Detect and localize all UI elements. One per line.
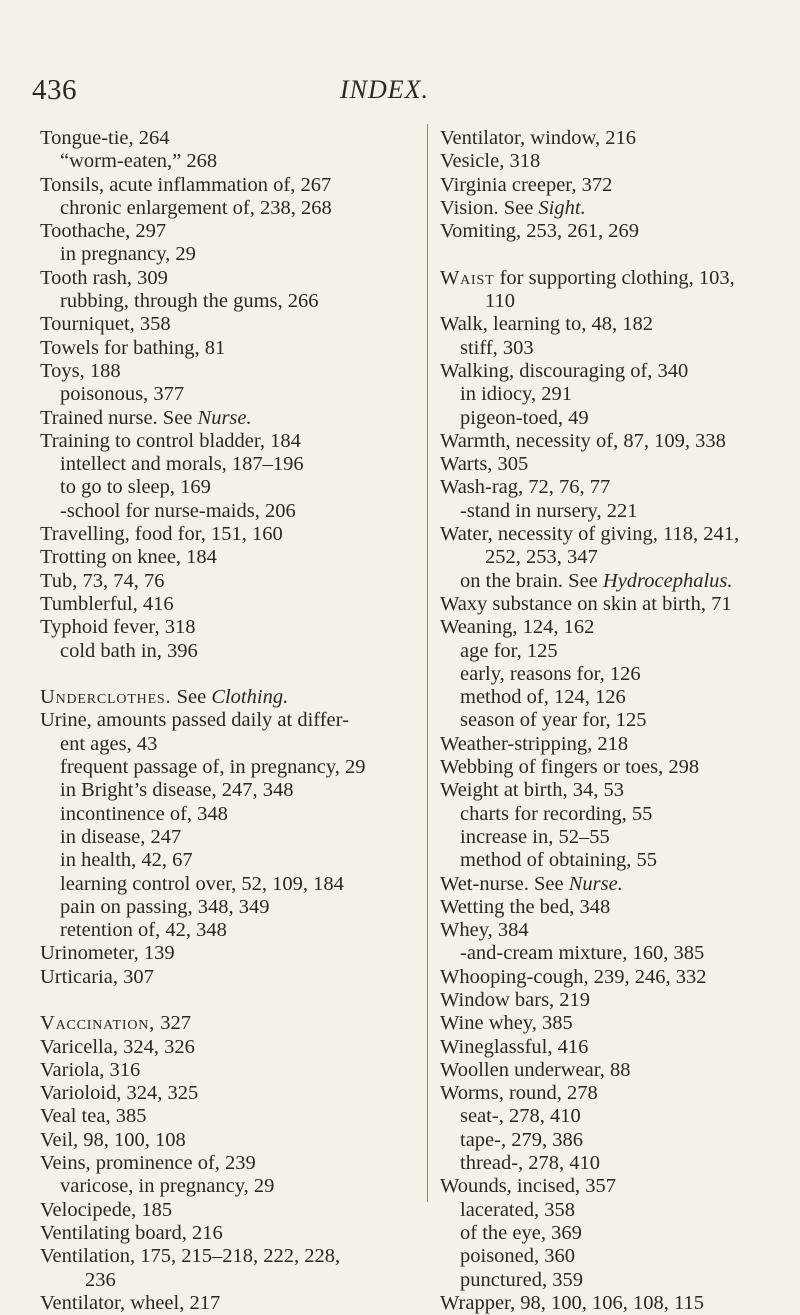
index-entry <box>440 593 795 616</box>
entry-text: in pregnancy, 29 <box>60 243 196 266</box>
section-lead-word: Waist <box>440 266 495 289</box>
index-subentry <box>40 826 425 849</box>
entry-text: Urine, amounts passed daily at differ- <box>40 709 349 732</box>
index-subentry <box>440 1152 795 1175</box>
index-subentry <box>440 1269 795 1292</box>
cross-reference: Sight. <box>538 196 586 219</box>
index-subentry <box>40 150 425 173</box>
entry-text: season of year for, 125 <box>460 709 647 732</box>
entry-text: 236 <box>85 1268 116 1291</box>
page-header <box>0 72 800 112</box>
entry-text: Virginia creeper, 372 <box>440 173 613 196</box>
entry-text: Waxy substance on skin at birth, 71 <box>440 592 732 615</box>
index-entry <box>440 150 795 173</box>
entry-text: Varicella, 324, 326 <box>40 1035 195 1058</box>
section-lead-word: Vaccination, <box>40 1012 156 1035</box>
index-subentry <box>40 849 425 872</box>
entry-text: Variola, 316 <box>40 1058 141 1081</box>
index-column-right <box>440 127 795 1315</box>
index-subentry <box>40 500 425 523</box>
cross-reference: Clothing. <box>211 686 289 709</box>
index-entry <box>440 360 795 383</box>
index-subentry <box>440 500 795 523</box>
cross-reference: Nurse. <box>568 872 623 895</box>
entry-text: Tonsils, acute inflammation of, 267 <box>40 173 332 196</box>
entry-text: Travelling, food for, 151, 160 <box>40 523 283 546</box>
index-entry <box>40 546 425 569</box>
cross-reference: Nurse. <box>197 406 252 429</box>
index-entry <box>440 989 795 1012</box>
index-subentry <box>40 476 425 499</box>
index-entry <box>440 1082 795 1105</box>
section-gap <box>40 663 425 686</box>
index-subentry <box>40 1175 425 1198</box>
index-entry <box>40 1036 425 1059</box>
index-subentry <box>40 779 425 802</box>
entry-text: Tub, 73, 74, 76 <box>40 569 165 592</box>
index-entry: Vaccination, 327 <box>40 1012 191 1035</box>
index-entry <box>40 523 425 546</box>
index-entry <box>40 570 425 593</box>
entry-text: 252, 253, 347 <box>485 546 598 569</box>
entry-text: Wine whey, 385 <box>440 1012 573 1035</box>
index-entry <box>440 523 795 546</box>
index-subentry <box>440 709 795 732</box>
entry-text: Typhoid fever, 318 <box>40 616 196 639</box>
index-entry <box>40 1222 425 1245</box>
entry-text: Urticaria, 307 <box>40 965 154 988</box>
index-subentry <box>440 1129 795 1152</box>
cross-reference: Hydrocephalus. <box>602 569 733 592</box>
entry-text: of the eye, 369 <box>460 1221 582 1244</box>
index-entry <box>440 197 795 220</box>
entry-text: stiff, 303 <box>460 336 534 359</box>
entry-text: Webbing of fingers or toes, 298 <box>440 756 700 779</box>
index-entry <box>40 1059 425 1082</box>
entry-text: Wetting the bed, 348 <box>440 895 611 918</box>
index-entry <box>40 709 425 732</box>
index-entry <box>40 430 425 453</box>
entry-text: cold bath in, 396 <box>60 639 198 662</box>
index-subentry <box>40 873 425 896</box>
index-subentry <box>40 756 425 779</box>
entry-text: tape-, 279, 386 <box>460 1128 583 1151</box>
entry-text: -school for nurse-maids, 206 <box>60 499 296 522</box>
index-subentry <box>440 1222 795 1245</box>
entry-text: Ventilating board, 216 <box>40 1221 223 1244</box>
section-lead-word: Underclothes. <box>40 686 172 709</box>
entry-text: Walking, discouraging of, 340 <box>440 359 689 382</box>
entry-text: Worms, round, 278 <box>440 1082 598 1105</box>
index-subentry <box>440 1245 795 1268</box>
entry-text: Toothache, 297 <box>40 220 167 243</box>
entry-text: pain on passing, 348, 349 <box>60 895 270 918</box>
running-head: INDEX. <box>340 75 430 104</box>
entry-text: varicose, in pregnancy, 29 <box>60 1175 275 1198</box>
entry-text: punctured, 359 <box>460 1268 583 1291</box>
entry-text: Warmth, necessity of, 87, 109, 338 <box>440 429 726 452</box>
index-subentry <box>440 383 795 406</box>
entry-text: intellect and morals, 187–196 <box>60 453 304 476</box>
index-column-left <box>40 127 425 1315</box>
entry-text: Varioloid, 324, 325 <box>40 1082 199 1105</box>
index-subentry <box>40 243 425 266</box>
index-entry <box>440 873 795 896</box>
entry-text: Urinometer, 139 <box>40 942 175 965</box>
entry-text: -stand in nursery, 221 <box>460 499 638 522</box>
entry-text: Window bars, 219 <box>440 988 591 1011</box>
entry-text: thread-, 278, 410 <box>460 1152 601 1175</box>
index-subentry <box>40 919 425 942</box>
entry-text: Weight at birth, 34, 53 <box>440 779 624 802</box>
entry-text: Walk, learning to, 48, 182 <box>440 313 653 336</box>
index-entry <box>440 127 795 150</box>
index-entry <box>40 360 425 383</box>
entry-text: Tongue-tie, 264 <box>40 127 170 149</box>
entry-text: increase in, 52–55 <box>460 825 610 848</box>
entry-text: Tumblerful, 416 <box>40 592 174 615</box>
index-subentry <box>440 942 795 965</box>
entry-text: in disease, 247 <box>60 825 182 848</box>
index-entry <box>440 779 795 802</box>
index-subentry <box>40 453 425 476</box>
index-entry <box>40 337 425 360</box>
index-entry <box>440 313 795 336</box>
index-entry <box>40 616 425 639</box>
entry-text: lacerated, 358 <box>460 1198 575 1221</box>
index-entry <box>440 733 795 756</box>
entry-text: Vomiting, 253, 261, 269 <box>440 220 639 243</box>
entry-text: Wounds, incised, 357 <box>440 1175 617 1198</box>
index-entry <box>440 1175 795 1198</box>
index-subentry <box>440 849 795 872</box>
entry-text: Wineglassful, 416 <box>440 1035 589 1058</box>
index-subentry <box>40 733 425 756</box>
index-entry <box>440 1059 795 1082</box>
index-subentry <box>440 570 795 593</box>
index-subentry <box>40 383 425 406</box>
entry-text: in idiocy, 291 <box>460 383 572 406</box>
entry-text: 110 <box>485 290 515 313</box>
entry-text: method of obtaining, 55 <box>460 849 658 872</box>
entry-text: retention of, 42, 348 <box>60 919 227 942</box>
entry-text: Weather-stripping, 218 <box>440 732 629 755</box>
entry-text: Ventilation, 175, 215–218, 222, 228, <box>40 1245 341 1268</box>
entry-text: Whooping-cough, 239, 246, 332 <box>440 965 707 988</box>
index-entry <box>440 896 795 919</box>
entry-text: Veins, prominence of, 239 <box>40 1152 256 1175</box>
index-entry <box>40 313 425 336</box>
section-gap <box>440 243 795 266</box>
index-entry <box>40 1082 425 1105</box>
index-entry <box>440 1036 795 1059</box>
index-entry <box>40 1152 425 1175</box>
index-subentry <box>440 407 795 430</box>
entry-text: Ventilator, wheel, 217 <box>40 1291 221 1314</box>
index-entry <box>40 1199 425 1222</box>
entry-text: “worm-eaten,” 268 <box>60 150 218 173</box>
index-subentry <box>440 1199 795 1222</box>
index-entry: Underclothes. See Clothing. <box>40 686 289 709</box>
entry-text: to go to sleep, 169 <box>60 476 211 499</box>
index-entry <box>440 174 795 197</box>
entry-text: Wrapper, 98, 100, 106, 108, 115 <box>440 1291 705 1314</box>
index-subentry <box>40 640 425 663</box>
index-subentry <box>440 663 795 686</box>
index-subentry <box>440 337 795 360</box>
entry-text: age for, 125 <box>460 639 558 662</box>
entry-text: Vesicle, 318 <box>440 150 541 173</box>
index-subentry <box>440 546 795 569</box>
index-entry <box>40 267 425 290</box>
entry-text: early, reasons for, 126 <box>460 662 641 685</box>
index-subentry <box>440 803 795 826</box>
index-entry <box>40 407 425 430</box>
index-entry <box>40 1105 425 1128</box>
entry-text: Towels for bathing, 81 <box>40 336 226 359</box>
index-entry <box>40 942 425 965</box>
entry-text: Weaning, 124, 162 <box>440 616 595 639</box>
entry-text: Ventilator, window, 216 <box>440 127 636 149</box>
index-entry <box>440 1012 795 1035</box>
entry-text: rubbing, through the gums, 266 <box>60 290 319 313</box>
entry-text: Wet-nurse. See <box>440 872 569 895</box>
index-entry <box>40 174 425 197</box>
index-subentry <box>40 896 425 919</box>
index-entry <box>40 966 425 989</box>
entry-text: Training to control bladder, 184 <box>40 429 301 452</box>
index-entry <box>40 220 425 243</box>
entry-text: chronic enlargement of, 238, 268 <box>60 196 332 219</box>
entry-text: Trotting on knee, 184 <box>40 546 217 569</box>
entry-text: Wash-rag, 72, 76, 77 <box>440 476 611 499</box>
entry-text: in health, 42, 67 <box>60 849 193 872</box>
index-subentry <box>440 686 795 709</box>
section-gap <box>40 989 425 1012</box>
entry-text: on the brain. See <box>460 569 603 592</box>
entry-text: -and-cream mixture, 160, 385 <box>460 942 705 965</box>
index-entry <box>40 1292 425 1315</box>
index-entry <box>440 756 795 779</box>
index-entry <box>440 476 795 499</box>
entry-text: ent ages, 43 <box>60 732 158 755</box>
entry-text: poisonous, 377 <box>60 383 185 406</box>
index-entry <box>440 616 795 639</box>
index-subentry <box>40 290 425 313</box>
entry-text: Warts, 305 <box>440 453 529 476</box>
entry-text: Veal tea, 385 <box>40 1105 147 1128</box>
index-subentry <box>440 640 795 663</box>
entry-text: charts for recording, 55 <box>460 802 653 825</box>
entry-text: Toys, 188 <box>40 359 121 382</box>
page-number: 436 <box>32 74 77 106</box>
entry-text: Trained nurse. See <box>40 406 198 429</box>
entry-text: Water, necessity of giving, 118, 241, <box>440 523 740 546</box>
entry-text: seat-, 278, 410 <box>460 1105 581 1128</box>
entry-text: incontinence of, 348 <box>60 802 228 825</box>
index-subentry <box>440 1105 795 1128</box>
index-entry <box>40 1129 425 1152</box>
entry-text: Whey, 384 <box>440 919 529 942</box>
index-entry <box>440 430 795 453</box>
entry-text: poisoned, 360 <box>460 1245 576 1268</box>
index-entry <box>40 127 425 150</box>
index-entry <box>40 593 425 616</box>
index-entry <box>440 966 795 989</box>
index-entry <box>440 1292 795 1315</box>
entry-text: method of, 124, 126 <box>460 686 626 709</box>
entry-text: Tourniquet, 358 <box>40 313 171 336</box>
index-subentry <box>40 1269 425 1292</box>
column-divider <box>427 124 428 1202</box>
index-subentry <box>40 197 425 220</box>
index-entry <box>440 453 795 476</box>
index-entry <box>440 220 795 243</box>
entry-text: Tooth rash, 309 <box>40 266 168 289</box>
index-entry <box>440 919 795 942</box>
entry-text: in Bright’s disease, 247, 348 <box>60 779 294 802</box>
entry-text: Velocipede, 185 <box>40 1198 173 1221</box>
index-subentry <box>40 803 425 826</box>
index-entry <box>40 1245 425 1268</box>
entry-text: learning control over, 52, 109, 184 <box>60 872 344 895</box>
entry-text: pigeon-toed, 49 <box>460 406 589 429</box>
index-subentry <box>440 290 795 313</box>
index-subentry <box>440 826 795 849</box>
index-entry: Waist for supporting clothing, 103, <box>440 266 735 289</box>
entry-text: Veil, 98, 100, 108 <box>40 1128 186 1151</box>
entry-text: Vision. See <box>440 196 539 219</box>
entry-text: Woollen underwear, 88 <box>440 1058 631 1081</box>
entry-text: frequent passage of, in pregnancy, 29 <box>60 756 366 779</box>
